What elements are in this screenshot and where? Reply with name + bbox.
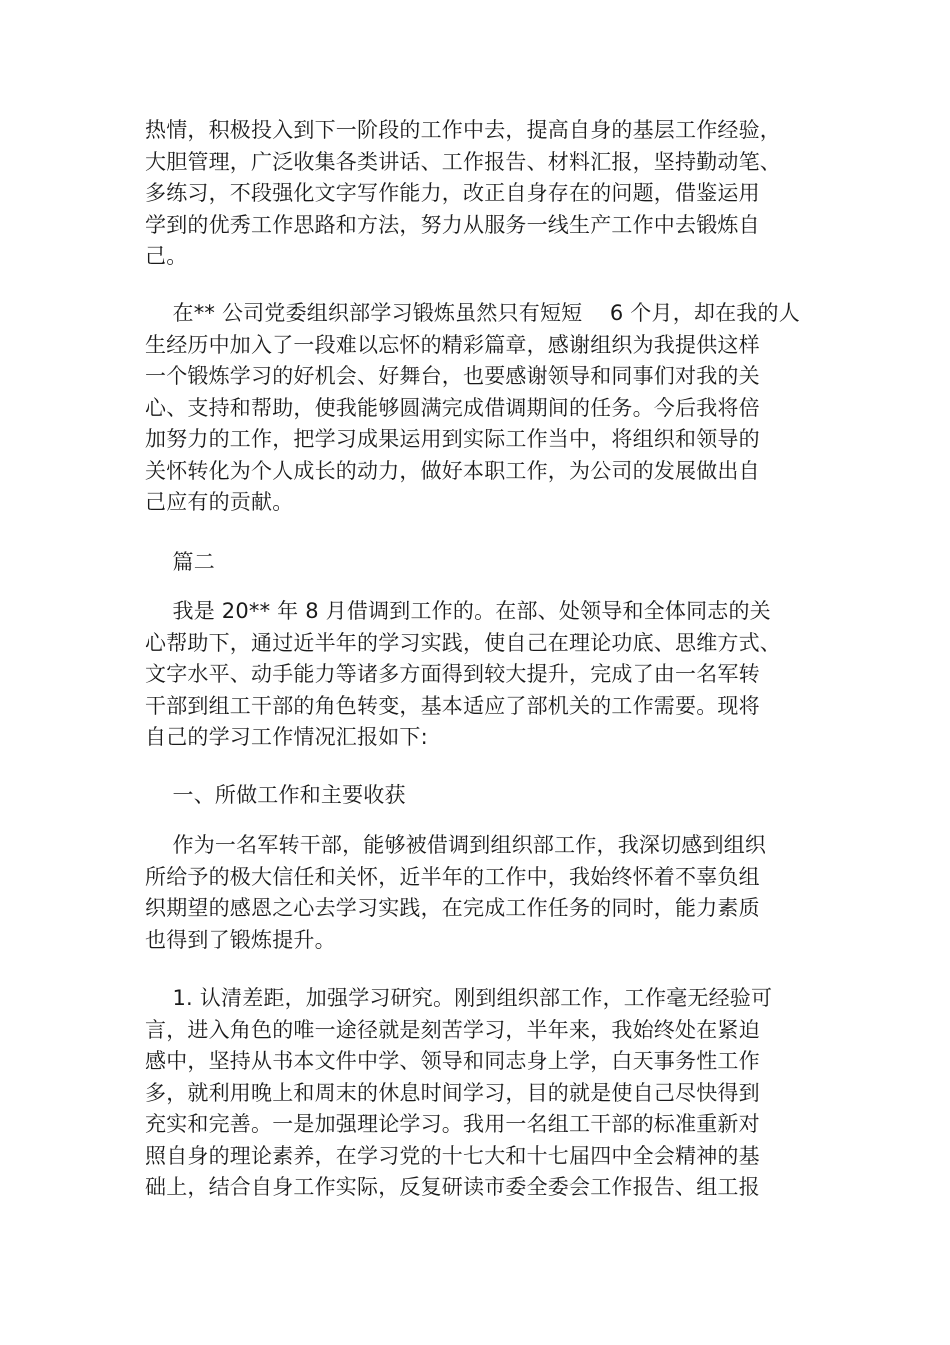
text-line: 充实和完善。一是加强理论学习。我用一名组工干部的标准重新对 bbox=[145, 1112, 760, 1136]
text-line: 照自身的理论素养，在学习党的十七大和十七届四中全会精神的基 bbox=[145, 1143, 760, 1168]
text-line: 自己的学习工作情况汇报如下: bbox=[145, 725, 428, 749]
text-line: 础上，结合自身工作实际，反复研读市委全委会工作报告、组工报 bbox=[145, 1175, 760, 1199]
paragraph-4 bbox=[145, 830, 766, 956]
text-line: 所给予的极大信任和关怀，近半年的工作中，我始终怀着不辜负组 bbox=[145, 864, 760, 889]
paragraph-3 bbox=[145, 596, 781, 754]
text-line: 学到的优秀工作思路和方法，努力从服务一线生产工作中去锻炼自 bbox=[145, 212, 760, 237]
subheading-1 bbox=[145, 780, 406, 812]
text-line: 文字水平、动手能力等诸多方面得到较大提升，完成了由一名军转 bbox=[145, 662, 760, 686]
text-line: 作为一名军转干部，能够被借调到组织部工作，我深切感到组织 bbox=[145, 833, 767, 857]
text-line: 心帮助下，通过近半年的学习实践，使自己在理论功底、思维方式、 bbox=[145, 630, 781, 655]
text-line: 多练习，不段强化文字写作能力，改正自身存在的问题，借鉴运用 bbox=[145, 181, 760, 205]
text-line: 言，进入角色的唯一途径就是刻苦学习，半年来，我始终处在紧迫 bbox=[145, 1017, 760, 1042]
text-line: 1. 认清差距，加强学习研究。刚到组织部工作，工作毫无经验可 bbox=[145, 986, 773, 1010]
text-line: 加努力的工作，把学习成果运用到实际工作当中，将组织和领导的 bbox=[145, 427, 760, 451]
text-line: 热情，积极投入到下一阶段的工作中去，提高自身的基层工作经验， bbox=[145, 118, 781, 142]
section-heading-pian-er bbox=[145, 547, 215, 579]
paragraph-2 bbox=[145, 298, 800, 519]
text-line: 大胆管理，广泛收集各类讲话、工作报告、材料汇报，坚持勤动笔、 bbox=[145, 149, 781, 174]
text-line: 感中，坚持从书本文件中学、领导和同志身上学，白天事务性工作 bbox=[145, 1049, 760, 1073]
paragraph-1 bbox=[145, 115, 781, 273]
text-line: 也得到了锻炼提升。 bbox=[145, 927, 336, 952]
section-heading: 篇二 bbox=[145, 550, 215, 574]
text-line: 己应有的贡献。 bbox=[145, 490, 294, 514]
text-line: 生经历中加入了一段难以忘怀的精彩篇章，感谢组织为我提供这样 bbox=[145, 332, 760, 357]
text-line: 关怀转化为个人成长的动力，做好本职工作，为公司的发展做出自 bbox=[145, 458, 760, 483]
text-line: 在** 公司党委组织部学习锻炼虽然只有短短 6 个月，却在我的人 bbox=[145, 301, 800, 325]
text-line: 心、支持和帮助，使我能够圆满完成借调期间的任务。今后我将倍 bbox=[145, 395, 760, 420]
text-line: 一个锻炼学习的好机会、好舞台，也要感谢领导和同事们对我的关 bbox=[145, 364, 760, 388]
subheading: 一、所做工作和主要收获 bbox=[145, 783, 406, 807]
text-line: 多，就利用晚上和周末的休息时间学习，目的就是使自己尽快得到 bbox=[145, 1080, 760, 1105]
text-line: 干部到组工干部的角色转变，基本适应了部机关的工作需要。现将 bbox=[145, 693, 760, 718]
text-line: 己。 bbox=[145, 244, 188, 268]
text-line: 织期望的感恩之心去学习实践，在完成工作任务的同时，能力素质 bbox=[145, 896, 760, 920]
text-line: 我是 20** 年 8 月借调到工作的。在部、处领导和全体同志的关 bbox=[145, 599, 771, 623]
paragraph-5 bbox=[145, 983, 772, 1204]
